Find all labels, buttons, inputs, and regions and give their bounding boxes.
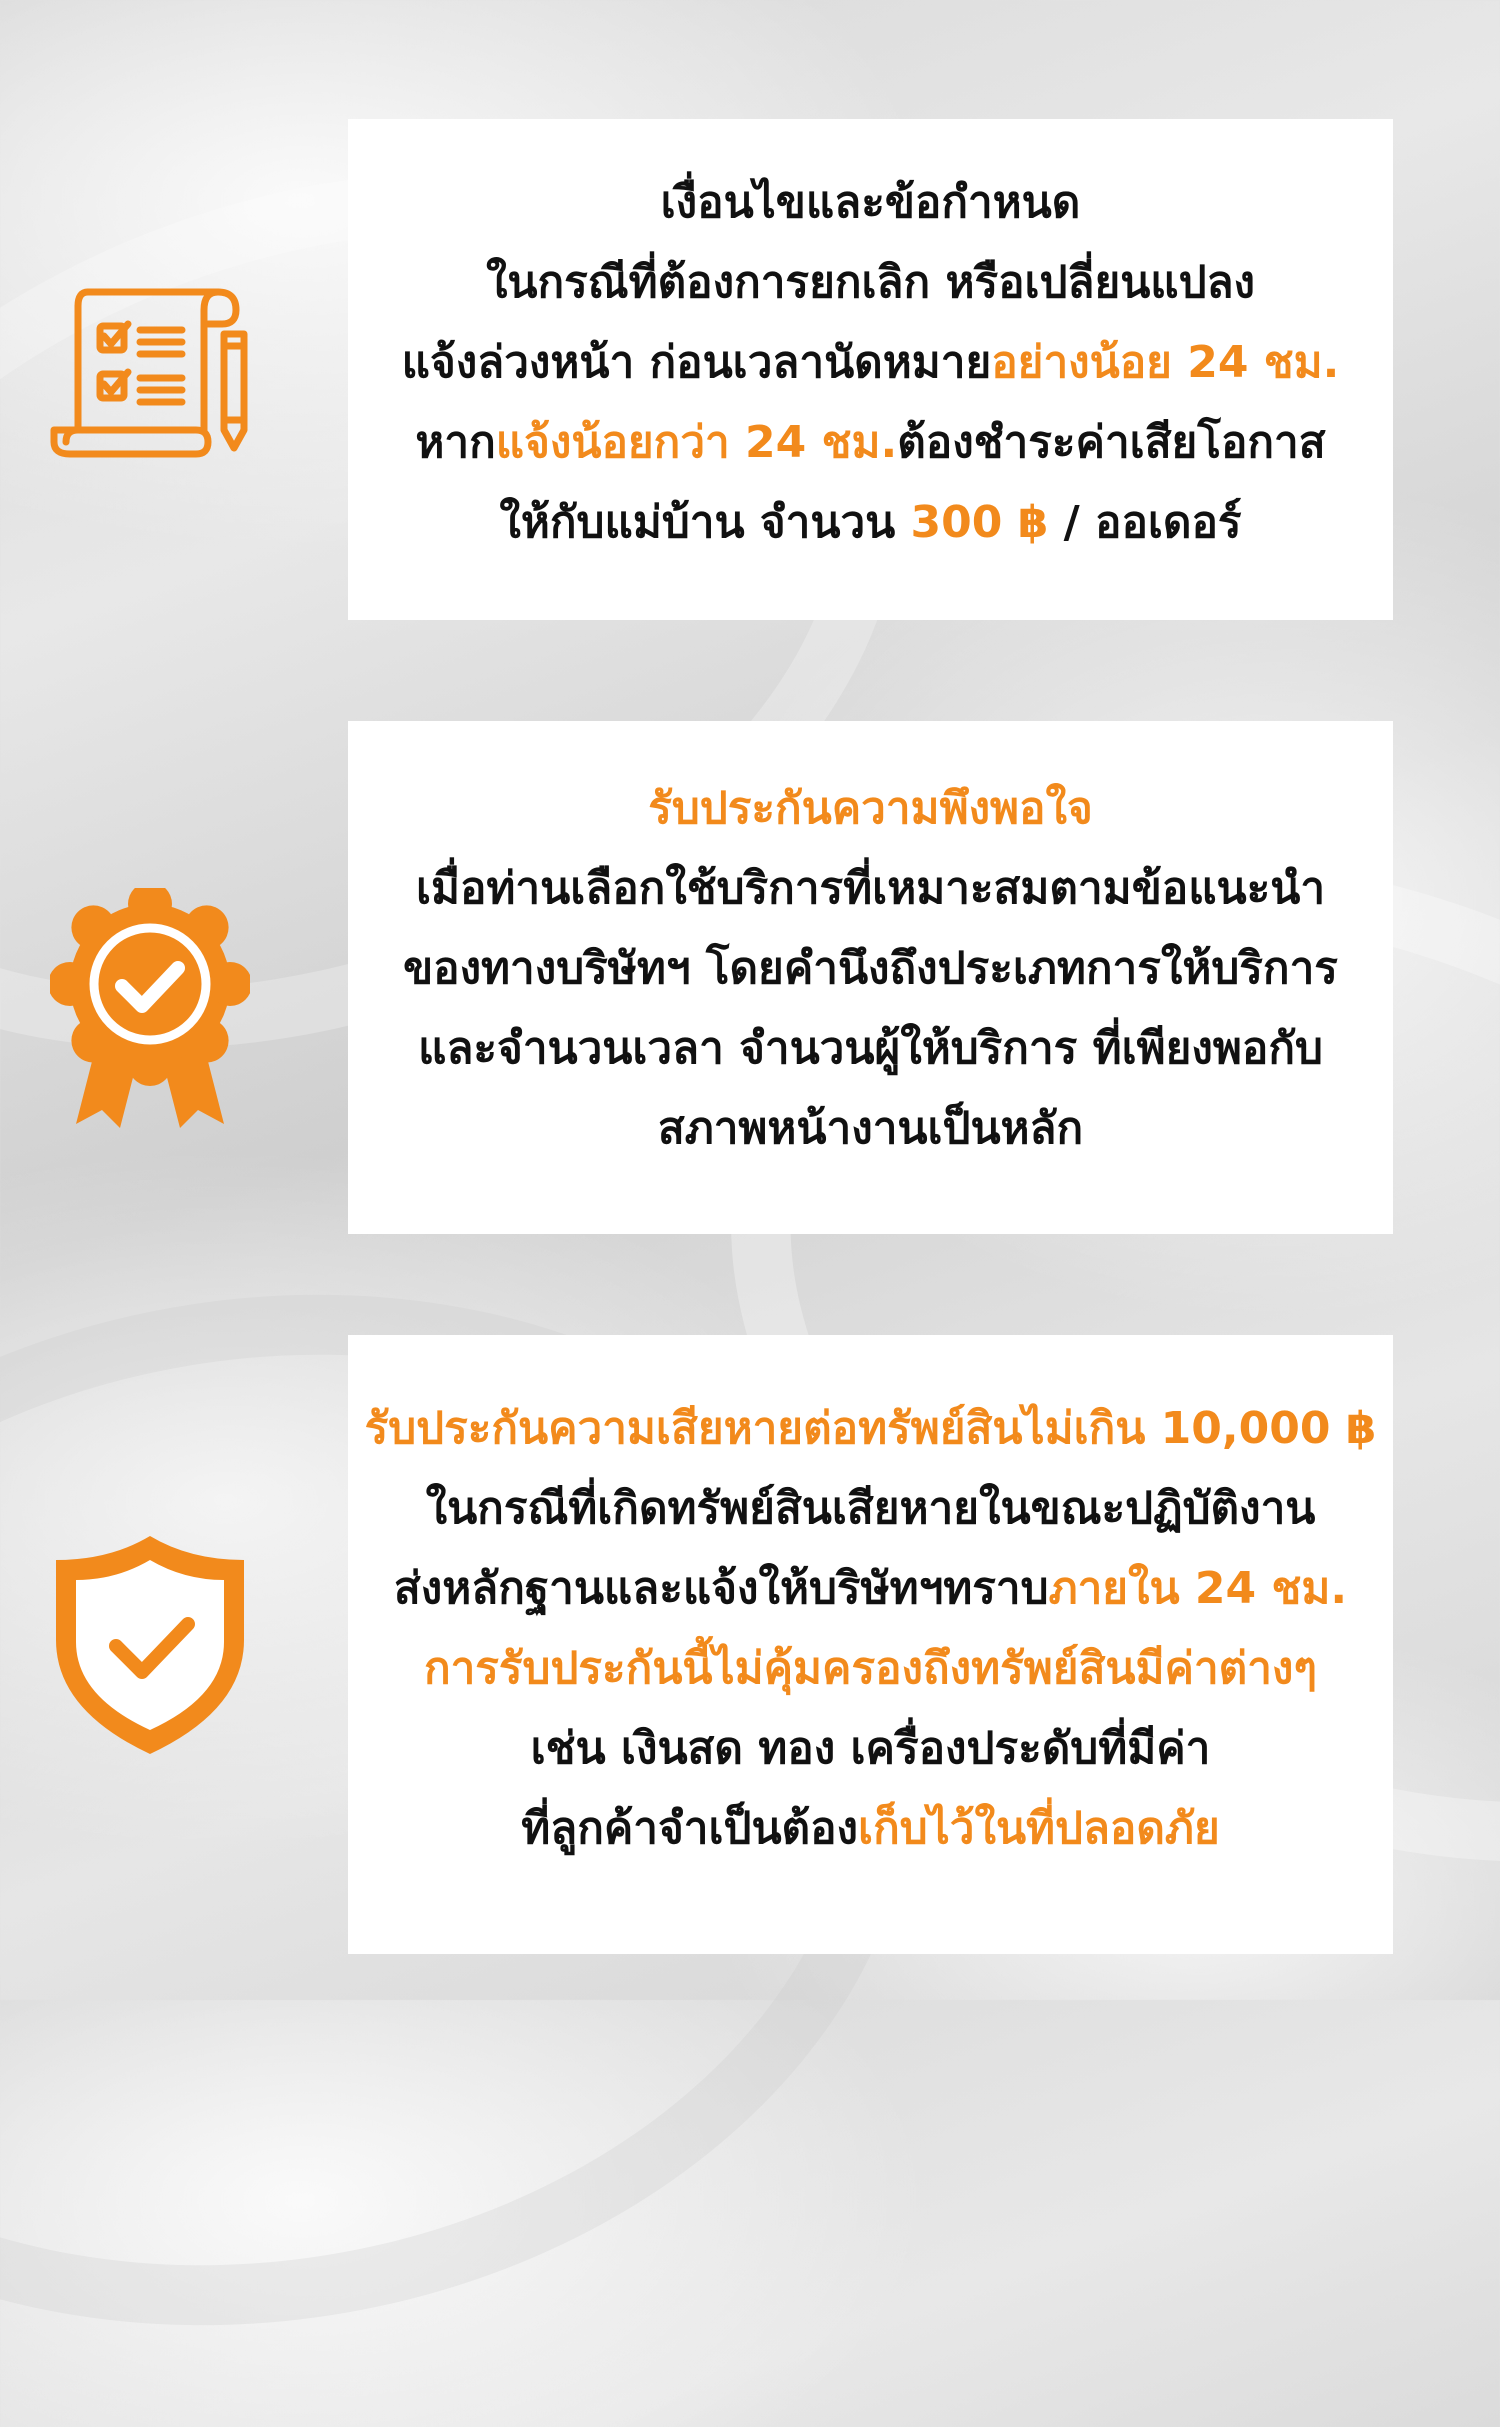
terms-line — [348, 403, 1393, 483]
damage-line: เช่น เงินสด ทอง เครื่องประดับที่มีค่า — [530, 1723, 1211, 1774]
terms-text: หาก — [415, 417, 496, 468]
terms-text: ให้กับแม่บ้าน จำนวน — [499, 497, 911, 548]
damage-line: ในกรณีที่เกิดทรัพย์สินเสียหายในขณะปฏิบัติงาน — [425, 1483, 1316, 1534]
satisfaction-line: เมื่อท่านเลือกใช้บริการที่เหมาะสมตามข้อแนะนำ — [415, 863, 1326, 914]
terms-text: / ออเดอร์ — [1048, 497, 1242, 548]
terms-title: เงื่อนไขและข้อกำหนด — [660, 177, 1081, 228]
damage-exclusion-line: การรับประกันนี้ไม่คุ้มครองถึงทรัพย์สินมีค่าต่างๆ — [423, 1643, 1318, 1694]
damage-highlight: ภายใน 24 ชม. — [1048, 1563, 1348, 1614]
satisfaction-card — [348, 721, 1393, 1234]
damage-card — [348, 1335, 1393, 1954]
terms-card — [348, 119, 1393, 620]
damage-text: ที่ลูกค้าจำเป็นต้อง — [521, 1803, 859, 1854]
badge-check-icon — [50, 888, 250, 1128]
terms-line — [348, 323, 1393, 403]
terms-text: ต้องชำระค่าเสียโอกาส — [897, 417, 1326, 468]
terms-line — [348, 483, 1393, 563]
satisfaction-line: และจำนวนเวลา จำนวนผู้ให้บริการ ที่เพียงพอกับ — [418, 1023, 1323, 1074]
terms-highlight: อย่างน้อย 24 ชม. — [991, 337, 1340, 388]
damage-line — [348, 1549, 1393, 1629]
satisfaction-line: สภาพหน้างานเป็นหลัก — [657, 1103, 1084, 1154]
damage-text: ส่งหลักฐานและแจ้งให้บริษัทฯทราบ — [393, 1563, 1049, 1614]
checklist-scroll-pencil-icon — [48, 280, 253, 460]
satisfaction-title: รับประกันความพึงพอใจ — [648, 783, 1093, 834]
terms-line: ในกรณีที่ต้องการยกเลิก หรือเปลี่ยนแปลง — [485, 257, 1256, 308]
satisfaction-line: ของทางบริษัทฯ โดยคำนึงถึงประเภทการให้บริการ — [403, 943, 1338, 994]
terms-highlight: 300 ฿ — [910, 497, 1049, 548]
terms-text: แจ้งล่วงหน้า ก่อนเวลานัดหมาย — [401, 337, 992, 388]
damage-title: รับประกันความเสียหายต่อทรัพย์สินไม่เกิน 10,000 ฿ — [364, 1403, 1377, 1454]
shield-check-icon — [50, 1530, 250, 1760]
terms-highlight: แจ้งน้อยกว่า 24 ชม. — [495, 417, 898, 468]
damage-line — [348, 1789, 1393, 1869]
damage-highlight: เก็บไว้ในที่ปลอดภัย — [858, 1803, 1220, 1854]
